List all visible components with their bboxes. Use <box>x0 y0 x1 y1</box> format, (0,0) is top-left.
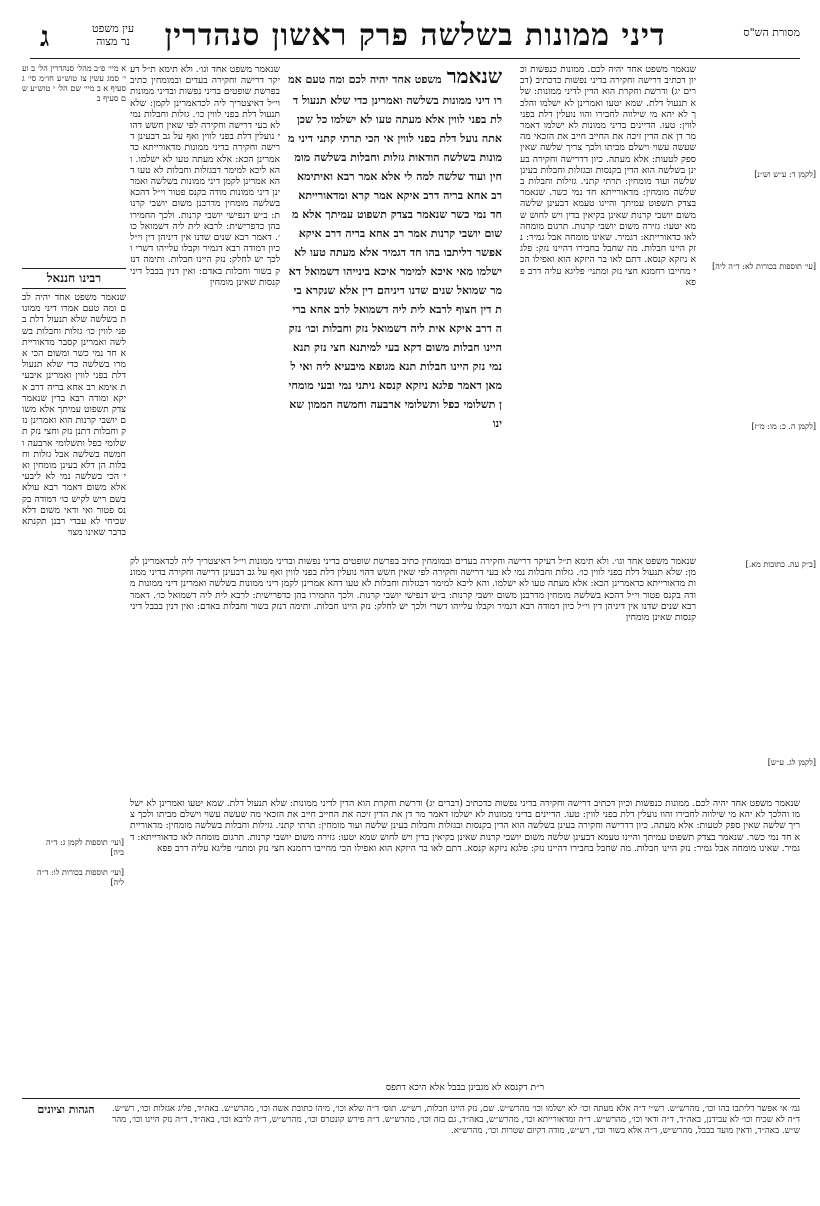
masoret-note: [לקמן ד: ע״ש וש״נ] <box>754 170 816 179</box>
rashi-column: שנאמר משפט אחד יהיה לכם. ממונות כנפשות וכיון דכתיב דרישה וחקירה בדיני נפשות כדכתיב (דברים יג) ודרשת וחקרת הוא הדין לדיני ממונות: שלא תנעול דלת. שמא יטעו ואמרינן לא ישלמו והלכך לא יהא מי שילווה לחבירו והוו נועלין דלת בפני לווין: טעו. הדיינים בדיני ממונות לא ישלמו דאמר מר דן את הדין זיכה את החייב חייב את הזכאי מה שעשה עשוי וישלם מביתו ולכך צריך שלשה שאין ספק לטעות: אלא מעתה. כיון דדרישה וחקירה בעינן בשלשה הוא הדין בקנסות ובגזלות וחבלות בעינן שלשה ועוד מומחין: תרתי קתני. גזילות וחבלות בשלשה מומחין: מדאורייתא חד נמי כשר. שנאמר בצדק תשפוט עמיתך והיינו טעמא דבעינן שלשה משום יושבי קרנות שאינן בקיאין בדין ויש לחוש שמא יטעו: גזירה משום יושבי קרנות. תרגום מומחה לאו כדאורייתא: דגמיר. שאינו מומחה אבל גמיר: נזק היינו חבלות. מה שחבל בחבירו דהיינו נזק: פלגא ניזקא קנסא. דתם לאו בר היזקא הוא ואפילו הכי מחייבו רחמנא חצי נזק ומתני׳ פליגא עליה דרב פפא <box>520 64 696 288</box>
gemara-text: משפט אחד יהיה לכם ומה טעם אמרו דיני ממונות בשלשה ואמרינן כדי שלא תנעול דלת בפני לווין אלא מעתה טעו לא ישלמו כל שכן אתה נועל דלת בפני לווין אי הכי תרתי קתני דיני ממונות בשלשה הודאות גזלות וחבלות בשלשה מומחין ועוד שלשה למה לי אלא אמר רבא ואיתימא רב אחא בריה דרב איקא אמר קרא ומדאורייתא חד נמי כשר שנאמר בצדק תשפוט עמיתך אלא משום יושבי קרנות אמר רב אחא בריה דרב איקא אפשר דליתבו בהו חד דגמיר אלא מעתה טעו לא ישלמו מאי איכא למימר איכא בינייהו דשמואל דאמר שמואל שנים שדנו דיניהם דין אלא שנקרא בית דין חצוף לרבא לית ליה דשמואל לרב אחא בריה דרב איקא אית ליה דשמואל נזק וחבלות וכו׳ נזק היינו חבלות משום דקא בעי למיתנא חצי נזק תנא נמי נזק היינו חבלות תנא מגופא מיבעיא ליה ואי למאן דאמר פלגא ניזקא קנסא ניתני נמי ובעי מומחין תשלומי כפל ותשלומי ארבעה וחמשה הממון שאינו <box>288 73 502 430</box>
masoret-note: [ב״ק עה. כתובות מא.] <box>745 560 816 569</box>
masoret-note: [עי׳ תוספות בכורות לא: ד״ה ליה] <box>712 262 816 271</box>
folio-letter: ג <box>40 20 50 53</box>
rashi-continuation <box>130 556 696 792</box>
lower-commentary-text: שנאמר משפט אחד יהיה לכם. ממונות כנפשות וכיון דכתיב דרישה וחקירה בדיני נפשות כדכתיב (דברים יג) ודרשת וחקרת הוא הדין לדיני ממונות: שלא תנעול דלת. שמא יטעו ואמרינן לא ישלמו והלכך לא יהא מי שילווה לחבירו והוו נועלין דלת בפני לווין: טעו. הדיינים בדיני ממונות לא ישלמו דאמר מר דן את הדין זיכה את החייב חייב את הזכאי מה שעשה עשוי וישלם מביתו ולכך צריך שלשה שאין ספק לטעות: אלא מעתה. כיון דדרישה וחקירה בעינן בשלשה הוא הדין בקנסות ובגזלות וחבלות בעינן שלשה ועוד מומחין: תרתי קתני. גזילות וחבלות בשלשה מומחין: מדאורייתא חד נמי כשר. שנאמר בצדק תשפוט עמיתך והיינו טעמא דבעינן שלשה משום יושבי קרנות שאינן בקיאין בדין ויש לחוש שמא יטעו: גזירה משום יושבי קרנות. תרגום מומחה לאו כדאורייתא: דגמיר. שאינו מומחה אבל גמיר: נזק היינו חבלות. מה שחבל בחבירו דהיינו נזק: פלגא ניזקא קנסא. דתם לאו בר היזקא הוא ואפילו הכי מחייבו רחמנא חצי נזק ומתני׳ פליגא עליה דרב פפא <box>130 798 800 854</box>
footer-note: ר״ת דקנסא לא מגבינן בבבל אלא היכא דתפס <box>385 1082 545 1093</box>
masoret-note: [לקמן לג. ע״ש] <box>767 758 816 767</box>
hagahot-text: גמ׳ אי אפשר דליתבו בהו וכו׳, מהרש״ש. רש״י ד״ה אלא מעתה וכו׳ לא ישלמו וכו׳ מהרש״ש. שם, נזק היינו חבלות, רש״ש. תוס׳ ד״ה שלא וכו׳, מיהו כתובת אשה וכו׳, מהרש״ש. באה״ד, פליג אגזלות וכו׳, רש״ש. ד״ה לא שכיח וכו׳ לא עבידנן, באה״ד, ד״ה ודאי וכו׳, מהרש״ש. ד״ה ומדאורייתא וכו׳, מהרש״ש, באה״ד, גם בזה וכו׳, מהרש״ש. ד״ה פירש קונטרס וכו׳, מהרש״ש, ד״ה לרבא וכו׳, באה״ד, ד״ה נזק היינו וכו׳, מהרש״ש. באה״ד, ודאין מועד בבבל, מהרש״ש, ד״ה אלא בשור וכו׳, רש״ש, מודה דקיום שטרות וכו׳, מהרש״א. <box>112 1104 800 1136</box>
hagahot-label: הגהות וציונים <box>37 1103 95 1116</box>
bottom-rule <box>22 1098 800 1099</box>
gemara-lead-word: שנאמר <box>446 64 502 88</box>
ein-mishpat-notes: א מיי׳ פ״ב מהל׳ סנהדרין הל׳ ב ועי׳ סמג עשין צז טוש״ע חו״מ סי׳ ג סעיף א ב מיי׳ שם הל׳ י טוש״ע שם סעיף ב <box>22 64 126 103</box>
page-title: דיני ממונות בשלשה פרק ראשון סנהדרין <box>164 18 666 53</box>
page-header <box>30 18 800 59</box>
ein-mishpat-label <box>92 22 134 48</box>
masoret-note: [ועי׳ תוספות בכורות לו: ד״ה ליה] <box>36 868 124 887</box>
rabenu-chananel-text: שנאמר משפט אחד יהיה לכם ומה טעם אמרו דיני ממונות בשלשה שלא תנעול דלת בפני לווין כו׳ גזלות וחבלות בשלשה ואמרינן קסבר מדאורייתא חד נמי כשר ומשום הכי אמרו בשלשה כדי שלא תנעול דלת בפני לווין ואמרינן איבעית אימא רב אחא בריה דרב איקא ומודה רבא בדין שנאמר צדק תשפוט עמיתך אלא משום יושבי קרנות הוא ואמרינן נזק וחבלות דתנן נזק וחצי נזק תשלומי כפל ותשלומי ארבעה וחמשה בשלשה אבל גזלות וחבלות הן דלא בעינן מומחין ואי הכי בשלשה נמי לא ליבעי אלא משום דאמר רבא עולא בשם ריש לקיש כו׳ דמודה בקנס פטור ואי ודאי משום דלא שכיחי לא עבדי רבנן תקנתא בדבר שאינו מצוי <box>22 292 126 539</box>
tosafot-column: שנאמר משפט אחד וגו׳. ולא תימא ת״ל דעיקר דרישה וחקירה בעדים ובמומחין כתיב בפרשת שופטים בדיני נפשות ובדיני ממונות וי״ל דאיצטריך ליה לכדאמרינן לקמן: שלא תנעול דלת בפני לווין כו׳. גזלות וחבלות נמי לא בעי דרישה וחקירה לפי שאין חשש דהוי נועלין דלת בפני לווין ואף על גב דבעינן דרישה וחקירה בדיני ממונות מדאורייתא כדאמרינן הכא: אלא מעתה טעו לא ישלמו. והא ליכא למימר דבגזלות וחבלות לא טעו דהא אמרינן לקמן דיני ממונות בשלשה ואמרינן דיני ממונות מודה בקנס פטור וי״ל דהכא בשלשה מומחין מדרבנן משום יושבי קרנות: ב״ש דנפישי יושבי קרנות. ולכך החמירו בהן כדפרישית: לרבא לית ליה דשמואל כו׳. דאמר רבא שנים שדנו אין דיניהן דין וי״ל כיון דמודה רבא דגמיר וקבלו עלייהו דשרי ולכך יש לחלק: נזק היינו חבלות. ותימה דנזק בשור וחבלות באדם: ואין דנין בבבל דיני קנסות שאינן מומחין <box>130 64 280 288</box>
masoret-note: [לקמן ה. כ: מו: מ״ז] <box>751 422 816 431</box>
masoret-note: [ועי׳ תוספות לקמן ג: ד״ה ביה] <box>45 838 124 857</box>
ein-mishpat-label-2: נר מצוה <box>96 35 131 48</box>
lower-commentary <box>130 798 800 1094</box>
rashi-continuation-text: שנאמר משפט אחד וגו׳. ולא תימא ת״ל דעיקר דרישה וחקירה בעדים ובמומחין כתיב בפרשת שופטים בדיני נפשות ובדיני ממונות וי״ל דאיצטריך ליה לכדאמרינן לקמן: שלא תנעול דלת בפני לווין כו׳. גזלות וחבלות נמי לא בעי דרישה וחקירה לפי שאין חשש דהוי נועלין דלת בפני לווין ואף על גב דבעינן דרישה וחקירה בדיני ממונות מדאורייתא כדאמרינן הכא: אלא מעתה טעו לא ישלמו. והא ליכא למימר דבגזלות וחבלות לא טעו דהא אמרינן לקמן דיני ממונות בשלשה ואמרינן דיני ממונות מודה בקנס פטור וי״ל דהכא בשלשה מומחין מדרבנן משום יושבי קרנות: ב״ש דנפישי יושבי קרנות. ולכך החמירו בהן כדפרישית: לרבא לית ליה דשמואל כו׳. דאמר רבא שנים שדנו אין דיניהן דין וי״ל כיון דמודה רבא דגמיר וקבלו עלייהו דשרי ולכך יש לחלק: נזק היינו חבלות. ותימה דנזק בשור וחבלות באדם: ואין דנין בבבל דיני קנסות שאינן מומחין <box>130 556 696 624</box>
ein-mishpat-label-1: עין משפט <box>92 22 135 35</box>
gemara-block <box>288 64 502 544</box>
masoret-label: מסורת הש"ס <box>743 26 800 39</box>
rabenu-chananel-title: רבינו חננאל <box>22 268 126 289</box>
